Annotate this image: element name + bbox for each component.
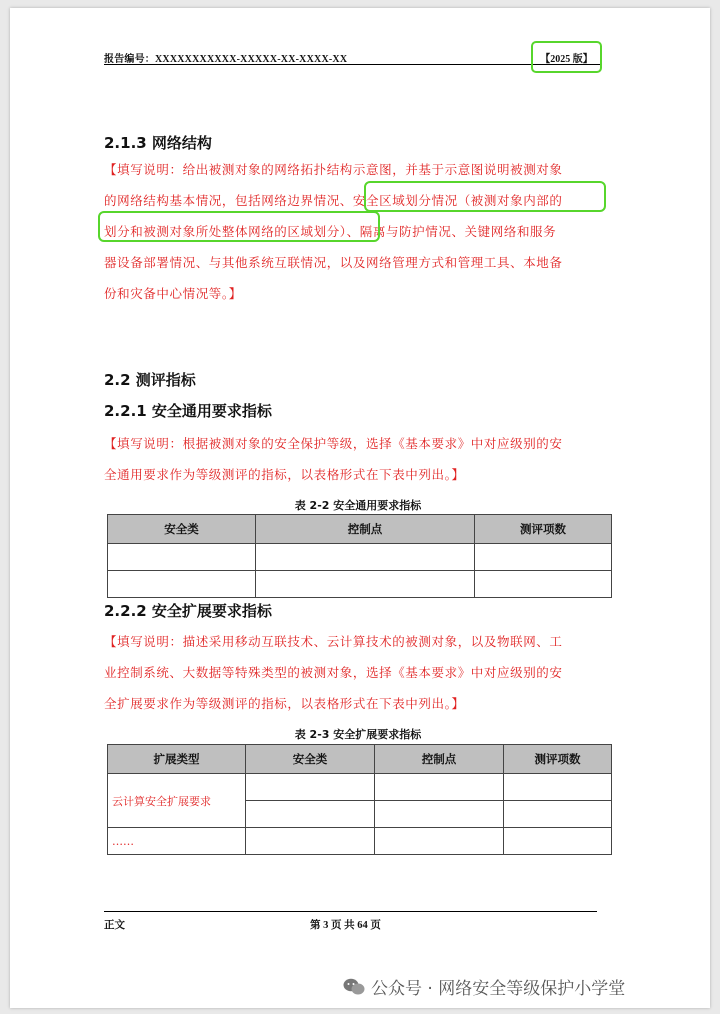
highlight-box [364, 181, 606, 212]
note-line: 【填写说明：描述采用移动互联技术、云计算技术的被测对象，以及物联网、工 [104, 634, 563, 649]
section-2-1-3-title: 2.1.3 网络结构 [104, 134, 212, 152]
table-2-3 [107, 744, 612, 855]
highlight-box [98, 211, 380, 242]
note-line: 器设备部署情况、与其他系统互联情况，以及网络管理方式和管理工具、本地备 [104, 255, 563, 270]
watermark [343, 974, 625, 999]
table-header: 测评项数 [475, 515, 612, 544]
table-2-3-caption: 表 2-3 安全扩展要求指标 [294, 728, 422, 741]
report-number: 报告编号：XXXXXXXXXXX-XXXXX-XX-XXXX-XX [104, 54, 348, 65]
table-header: 控制点 [256, 515, 475, 544]
header-rule [104, 64, 602, 65]
section-2-2-1-title: 2.2.1 安全通用要求指标 [104, 402, 272, 420]
table-header: 扩展类型 [108, 745, 246, 774]
table-header: 测评项数 [504, 745, 612, 774]
section-2-2-title: 2.2 测评指标 [104, 371, 196, 389]
footer-section: 正文 [104, 919, 125, 931]
note-line: 全扩展要求作为等级测评的指标，以表格形式在下表中列出。】 [104, 696, 465, 711]
note-line: 的网络结构基本情况，包括网络边界情况、安全区域划分情况（被测对象内部的 [104, 193, 563, 208]
table-2-2-caption: 表 2-2 安全通用要求指标 [294, 499, 422, 512]
watermark-text: 公众号 · 网络安全等级保护小学堂 [371, 979, 626, 999]
wechat-icon [343, 978, 365, 996]
extension-type-cell: …… [108, 828, 246, 855]
note-line: 划分和被测对象所处整体网络的区域划分）、隔离与防护情况、关键网络和服务 [104, 224, 557, 239]
note-line: 份和灾备中心情况等。】 [104, 286, 242, 301]
table-row [108, 774, 612, 801]
extension-type-cell: 云计算安全扩展要求 [108, 774, 246, 828]
note-line: 【填写说明：根据被测对象的安全保护等级，选择《基本要求》中对应级别的安 [104, 436, 563, 451]
footer-rule [104, 911, 597, 912]
section-2-2-1-note [104, 428, 604, 490]
table-header: 安全类 [108, 515, 256, 544]
table-2-2 [107, 514, 612, 598]
edition-badge: 【2025 版】 [531, 41, 602, 73]
table-header: 控制点 [375, 745, 504, 774]
table-row [108, 571, 612, 598]
section-2-2-2-title: 2.2.2 安全扩展要求指标 [104, 602, 272, 620]
table-row [108, 828, 612, 855]
note-line: 业控制系统、大数据等特殊类型的被测对象，选择《基本要求》中对应级别的安 [104, 665, 563, 680]
section-2-2-2-note [104, 626, 604, 719]
note-line: 全通用要求作为等级测评的指标，以表格形式在下表中列出。】 [104, 467, 465, 482]
table-row [108, 544, 612, 571]
table-header: 安全类 [246, 745, 375, 774]
page-number: 第 3 页 共 64 页 [310, 920, 381, 931]
note-line: 【填写说明：给出被测对象的网络拓扑结构示意图，并基于示意图说明被测对象 [104, 162, 563, 177]
